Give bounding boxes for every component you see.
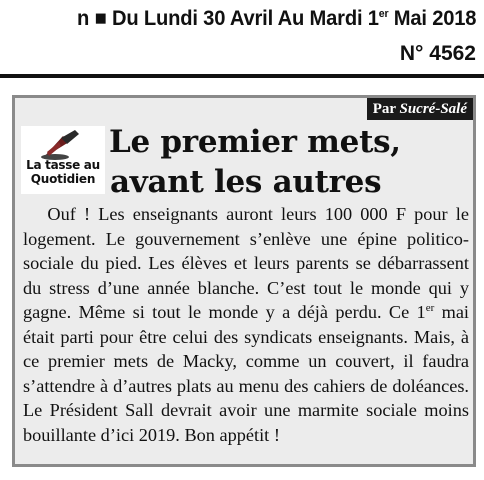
issue-number: N° 4562 (399, 42, 476, 65)
date-text: n ■ Du Lundi 30 Avril Au Mardi 1 (77, 7, 379, 30)
byline-prefix: Par (372, 101, 400, 117)
headline-line1: Le premier mets, (109, 124, 401, 160)
byline (367, 98, 473, 120)
cup-icon (39, 128, 85, 160)
byline-author: Sucré-Salé (399, 101, 467, 117)
article-body (23, 202, 469, 447)
logo-text-line1: La tasse au (26, 158, 100, 172)
header-rule (0, 74, 484, 78)
logo-text-line2: Quotidien (30, 172, 96, 186)
date-line (19, 4, 484, 34)
headline-line2: avant les autres (110, 164, 382, 200)
headline (109, 122, 469, 202)
date-text-tail: Mai 2018 (388, 7, 477, 30)
article-body-superscript: er (425, 301, 435, 314)
column-logo (21, 126, 105, 194)
column-box (12, 95, 476, 467)
date-superscript: er (378, 8, 389, 20)
article-body-part2: mai était parti pour être celui des syndicats enseignants. Mais, à ce premier mets de Macky, comme un couvert, il faudra s’attendre à d’autres plats au menu des cahiers de doléances. Le Président Sall devrait avoir une marmite sociale moins bouillante d’ici 2019. Bon appétit ! (23, 302, 470, 445)
article-body-part1: Ouf ! Les enseignants auront leurs 100 000 F pour le logement. Le gouvernement s’enlève une épine politico-sociale du pied. Les élèves et leurs parents se débarrassent du stress d’une année blanche. C’est tout le monde qui y gagne. Même si tout le monde y a déjà perdu. Ce 1 (23, 204, 469, 322)
